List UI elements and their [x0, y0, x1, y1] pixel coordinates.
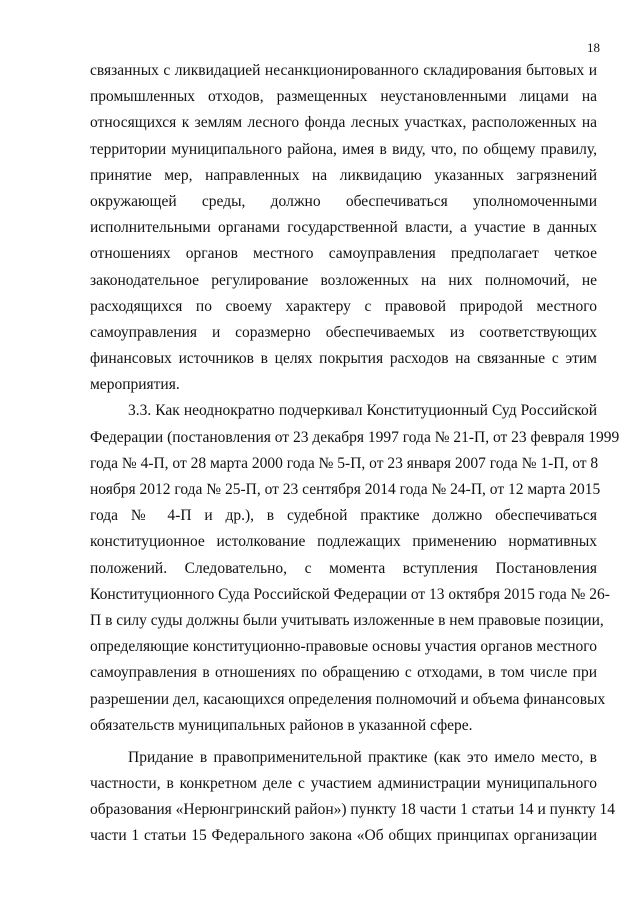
text-line: года № 4-П, от 28 марта 2000 года № 5-П, от 23 января 2007 года № 1-П, от 8	[90, 454, 599, 472]
text-line: Федерации (постановления от 23 декабря 1997 года № 21-П, от 23 февраля 1999	[90, 428, 620, 446]
text-line: года № 4-П и др.), в судебной практике должно обеспечиваться	[90, 507, 597, 525]
text-line: относящихся к землям лесного фонда лесных участках, расположенных на	[90, 114, 597, 132]
text-line: расходящихся по своему характеру с правовой природой местного	[90, 297, 597, 315]
text-line: принятие мер, направленных на ликвидацию указанных загрязнений	[90, 166, 597, 184]
paragraph	[90, 398, 620, 738]
text-line: образования «Нерюнгринский район») пункту 18 части 1 статьи 14 и пункту 14	[90, 801, 616, 819]
text-line: обязательств муниципальных районов в указанной сфере.	[90, 716, 473, 734]
text-line: связанных с ликвидацией несанкционированного складирования бытовых и	[90, 62, 597, 79]
paragraph	[90, 745, 616, 850]
text-line: финансовых источников в целях покрытия расходов на связанные с этим	[90, 350, 597, 368]
text-line: территории муниципального района, имея в виду, что, по общему правилу,	[90, 140, 597, 158]
text-line: мероприятия.	[90, 376, 180, 394]
text-line: законодательное регулирование возложенных на них полномочий, не	[90, 271, 597, 289]
text-line: самоуправления и соразмерно обеспечиваемых из соответствующих	[90, 323, 597, 341]
text-line: положений. Следовательно, с момента вступления Постановления	[90, 559, 597, 577]
document-body	[90, 58, 620, 850]
text-line: окружающей среды, должно обеспечиваться уполномоченными	[90, 192, 597, 210]
text-line: части 1 статьи 15 Федерального закона «Об общих принципах организации	[90, 827, 597, 845]
text-line: самоуправления в отношениях по обращению с отходами, в том числе при	[90, 664, 597, 682]
text-line: определяющие конституционно-правовые основы участия органов местного	[90, 638, 597, 656]
text-line: промышленных отходов, размещенных неустановленными лицами на	[90, 88, 597, 106]
text-line: частности, в конкретном деле с участием администрации муниципального	[90, 775, 597, 793]
page-number: 18	[587, 40, 600, 55]
text-line: исполнительными органами государственной власти, а участие в данных	[90, 219, 597, 237]
text-line: ноября 2012 года № 25-П, от 23 сентября 2014 года № 24-П, от 12 марта 2015	[90, 481, 601, 498]
text-line: конституционное истолкование подлежащих применению нормативных	[90, 533, 597, 551]
text-line: отношениях органов местного самоуправления предполагает четкое	[90, 245, 597, 263]
text-line: разрешении дел, касающихся определения полномочий и объема финансовых	[90, 690, 606, 708]
text-line: Конституционного Суда Российской Федерации от 13 октября 2015 года № 26-	[90, 585, 610, 603]
text-line: П в силу суды должны были учитывать изложенные в нем правовые позиции,	[90, 611, 604, 629]
text-line: Придание в правоприменительной практике (как это имело место, в	[128, 748, 597, 766]
paragraph	[90, 58, 597, 398]
text-line: 3.3. Как неоднократно подчеркивал Конституционный Суд Российской	[128, 402, 597, 420]
